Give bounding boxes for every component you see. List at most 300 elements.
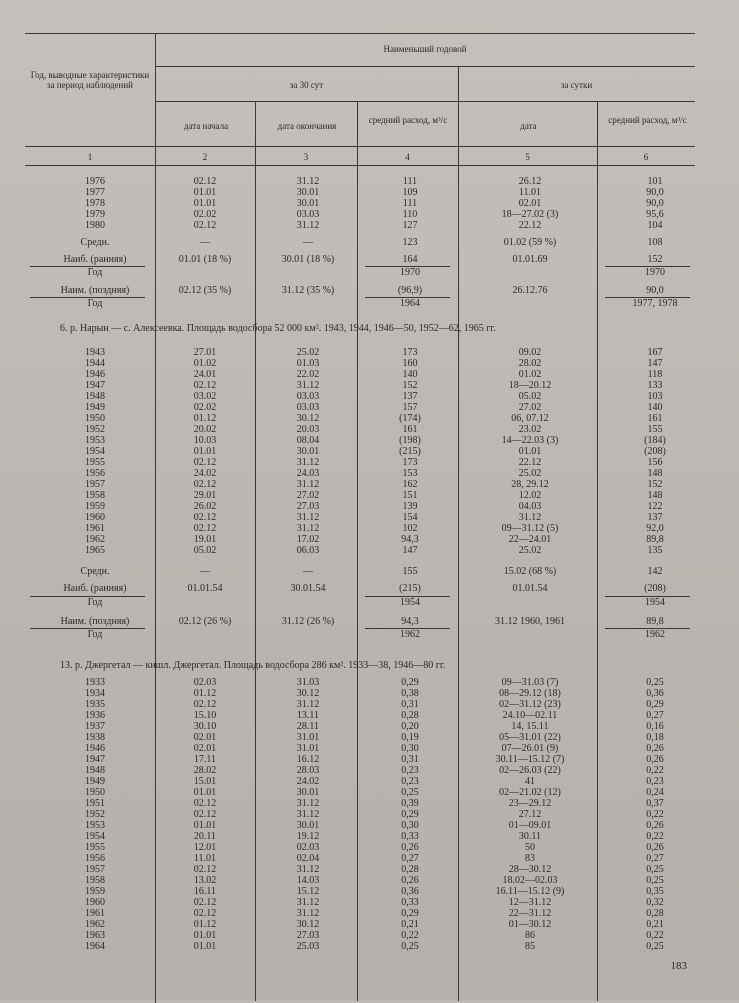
cell-col1: Наиб. (ранняя) <box>63 583 127 594</box>
cell-col4: 173 <box>402 347 418 358</box>
header-date: дата <box>520 121 537 131</box>
cell-col4: 0,27 <box>401 853 419 864</box>
cell-col5: 05—31.01 (22) <box>499 732 561 743</box>
cell-col5: 05.02 <box>518 391 542 402</box>
cell-col6: 0,18 <box>646 732 664 743</box>
cell-col4: 0,25 <box>401 787 419 798</box>
cell-col2: 02.12 <box>193 897 217 908</box>
cell-col5: 28—30.12 <box>508 864 552 875</box>
cell-col6: 148 <box>647 490 663 501</box>
cell-col1: 1962 <box>85 534 105 545</box>
page-number: 183 <box>670 960 687 972</box>
cell-col6: 1954 <box>645 597 665 608</box>
cell-col3: 17.02 <box>296 534 320 545</box>
cell-col2: 01.12 <box>193 919 217 930</box>
cell-col1: 1956 <box>85 468 105 479</box>
cell-col2: 20.02 <box>193 424 217 435</box>
cell-col4: 0,19 <box>401 732 419 743</box>
cell-col4: (96,9) <box>397 285 423 296</box>
cell-col6: 0,37 <box>646 798 664 809</box>
cell-col1: Наим. (поздняя) <box>60 285 130 296</box>
cell-col3: 08.04 <box>296 435 320 446</box>
cell-col5: 22.12 <box>518 457 542 468</box>
cell-col5: 01—09.01 <box>508 820 552 831</box>
cell-col5: 18—27.02 (3) <box>501 209 559 220</box>
cell-col4: 1954 <box>400 597 420 608</box>
cell-col4: 0,23 <box>401 765 419 776</box>
cell-col2: 02.01 <box>193 732 217 743</box>
cell-col1: 1956 <box>85 853 105 864</box>
cell-col2: 02.12 <box>193 380 217 391</box>
cell-col6: 133 <box>647 380 663 391</box>
cell-col5: 22—24.01 <box>508 534 552 545</box>
col-num-5: 5 <box>525 152 530 162</box>
cell-col6: 1970 <box>645 267 665 278</box>
cell-col2: 03.02 <box>193 391 217 402</box>
cell-col6: 101 <box>647 176 663 187</box>
cell-col2: 01.01 (18 %) <box>178 254 232 265</box>
cell-col6: 137 <box>647 512 663 523</box>
table-row <box>0 941 739 953</box>
cell-col2: 10.03 <box>193 435 217 446</box>
cell-col4: 152 <box>402 380 418 391</box>
cell-col4: 173 <box>402 457 418 468</box>
cell-col3: — <box>303 237 313 248</box>
cell-col5: 41 <box>525 776 535 787</box>
top-rule <box>25 33 695 34</box>
cell-col3: 31.12 <box>296 908 320 919</box>
cell-col2: 01.01 <box>193 187 217 198</box>
cell-col1: 1976 <box>85 176 105 187</box>
cell-col3: 02.03 <box>296 842 320 853</box>
cell-col2: 02.02 <box>193 209 217 220</box>
cell-col1: 1950 <box>85 413 105 424</box>
cell-col5: 24.10—02.11 <box>502 710 558 721</box>
cell-col2: 24.01 <box>193 369 217 380</box>
cell-col6: 148 <box>647 468 663 479</box>
cell-col3: 30.01 <box>296 787 320 798</box>
cell-col3: 19.12 <box>296 831 320 842</box>
col-num-2: 2 <box>202 152 208 162</box>
cell-col6: 0,35 <box>646 886 664 897</box>
cell-col2: 01.01 <box>193 941 217 952</box>
cell-col6: 147 <box>647 358 663 369</box>
cell-col2: 02.12 <box>193 512 217 523</box>
cell-col1: 1934 <box>85 688 105 699</box>
cell-col1: 1958 <box>85 875 105 886</box>
cell-col4: 0,36 <box>401 886 419 897</box>
cell-col4: 0,29 <box>401 677 419 688</box>
cell-col4: 1964 <box>400 298 420 309</box>
header-group1: за 30 сут <box>289 80 324 90</box>
cell-col3: 31.12 <box>296 220 320 231</box>
cell-col5: 18—20.12 <box>508 380 552 391</box>
cell-col2: 05.02 <box>193 545 217 556</box>
cell-col4: 0,26 <box>401 875 419 886</box>
cell-col4: 160 <box>402 358 418 369</box>
cell-col5: 16.11—15.12 (9) <box>495 886 565 897</box>
cell-col4: 0,30 <box>401 820 419 831</box>
cell-col2: 02.12 (35 %) <box>178 285 232 296</box>
cell-col4: 1962 <box>400 629 420 640</box>
cell-col5: 27.12 <box>518 809 542 820</box>
cell-col6: 0,27 <box>646 710 664 721</box>
cell-col6: 0,32 <box>646 897 664 908</box>
cell-col3: 22.02 <box>296 369 320 380</box>
cell-col1: 1961 <box>85 908 105 919</box>
cell-col5: 09.02 <box>518 347 542 358</box>
cell-col4: 164 <box>402 254 418 265</box>
cell-col2: 02.02 <box>193 402 217 413</box>
cell-col6: 0,22 <box>646 809 664 820</box>
cell-col3: 30.12 <box>296 688 320 699</box>
header-rule-1 <box>155 66 695 67</box>
cell-col2: 13.02 <box>193 875 217 886</box>
cell-col3: 28.11 <box>296 721 320 732</box>
cell-col3: 20.03 <box>296 424 320 435</box>
cell-col1: 1943 <box>85 347 105 358</box>
cell-col2: 02.12 <box>193 908 217 919</box>
cell-col3: 27.03 <box>296 501 320 512</box>
cell-col5: 23—29.12 <box>508 798 552 809</box>
cell-col2: 02.12 <box>193 457 217 468</box>
cell-col2: 01.01 <box>193 198 217 209</box>
cell-col4: 161 <box>402 424 418 435</box>
cell-col5: 50 <box>525 842 535 853</box>
block2-title: 6. р. Нарын — с. Алексеевка. Площадь водосбора 52 000 км². 1943, 1944, 1946—50, 1952—62, 1965 гг. <box>60 323 496 334</box>
cell-col3: 24.03 <box>296 468 320 479</box>
summary-row-min-year <box>0 298 739 310</box>
cell-col6: 92,0 <box>646 523 664 534</box>
cell-col5: 26.12.76 <box>512 285 548 296</box>
cell-col1: Средн. <box>80 566 110 577</box>
cell-col6: 0,25 <box>646 941 664 952</box>
header-end: дата окончания <box>277 121 337 131</box>
cell-col4: (174) <box>399 413 421 424</box>
cell-col4: 0,20 <box>401 721 419 732</box>
cell-col2: — <box>200 566 210 577</box>
cell-col2: 15.10 <box>193 710 217 721</box>
cell-col3: 03.03 <box>296 402 320 413</box>
cell-col5: 23.02 <box>518 424 542 435</box>
cell-col3: 31.12 <box>296 699 320 710</box>
cell-col4: 0,25 <box>401 941 419 952</box>
cell-col2: 11.01 <box>193 853 217 864</box>
summary-row-max-year <box>0 267 739 279</box>
cell-col2: 01.01 <box>193 820 217 831</box>
cell-col1: 1977 <box>85 187 105 198</box>
cell-col6: 155 <box>647 424 663 435</box>
cell-col4: 94,3 <box>401 534 419 545</box>
cell-col5: 25.02 <box>518 468 542 479</box>
cell-col5: 28.02 <box>518 358 542 369</box>
cell-col5: 83 <box>525 853 535 864</box>
cell-col2: 01.12 <box>193 413 217 424</box>
cell-col4: 94,3 <box>401 616 419 627</box>
cell-col1: 1955 <box>85 842 105 853</box>
cell-col4: 127 <box>402 220 418 231</box>
cell-col5: 14—22.03 (3) <box>501 435 559 446</box>
cell-col5: 31.12 <box>518 512 542 523</box>
cell-col6: 0,22 <box>646 831 664 842</box>
cell-col1: 1946 <box>85 369 105 380</box>
cell-col2: 02.12 <box>193 220 217 231</box>
cell-col1: 1935 <box>85 699 105 710</box>
cell-col1: Наиб. (ранняя) <box>63 254 127 265</box>
cell-col4: 155 <box>402 566 418 577</box>
cell-col6: 140 <box>647 402 663 413</box>
cell-col1: Год <box>87 298 103 309</box>
table-row <box>0 545 739 557</box>
cell-col1: 1938 <box>85 732 105 743</box>
cell-col3: 27.02 <box>296 490 320 501</box>
cell-col3: 31.01 <box>296 743 320 754</box>
cell-col2: 28.02 <box>193 765 217 776</box>
cell-col6: (184) <box>644 435 666 446</box>
cell-col5: 12.02 <box>518 490 542 501</box>
cell-col1: 1960 <box>85 512 105 523</box>
cell-col1: 1962 <box>85 919 105 930</box>
cell-col2: 02.12 <box>193 479 217 490</box>
cell-col5: 18.02—02.03 <box>502 875 558 886</box>
col-num-4: 4 <box>405 152 410 162</box>
cell-col1: Наим. (поздняя) <box>60 616 130 627</box>
cell-col5: 26.12 <box>518 176 542 187</box>
cell-col4: (215) <box>399 446 421 457</box>
cell-col6: (208) <box>644 583 666 594</box>
cell-col2: 24.02 <box>193 468 217 479</box>
header-rule-2 <box>155 101 695 102</box>
cell-col5: 14, 15.11 <box>511 721 549 732</box>
cell-col1: 1954 <box>85 446 105 457</box>
cell-col5: 22.12 <box>518 220 542 231</box>
cell-col4: (215) <box>399 583 421 594</box>
cell-col6: 161 <box>647 413 663 424</box>
header-col0: Год, выводные характеристики за период наблюдений <box>30 70 150 90</box>
cell-col1: 1965 <box>85 545 105 556</box>
cell-col4: 139 <box>402 501 418 512</box>
cell-col2: 02.12 (26 %) <box>178 616 232 627</box>
cell-col5: 15.02 (68 %) <box>503 566 557 577</box>
cell-col4: (198) <box>399 435 421 446</box>
cell-col4: 0,22 <box>401 930 419 941</box>
header-start: дата начала <box>183 121 229 131</box>
cell-col4: 109 <box>402 187 418 198</box>
cell-col4: 0,23 <box>401 776 419 787</box>
cell-col3: 30.01 <box>296 198 320 209</box>
cell-col6: 90,0 <box>646 285 664 296</box>
cell-col1: 1979 <box>85 209 105 220</box>
cell-col1: 1947 <box>85 380 105 391</box>
cell-col3: 31.12 <box>296 897 320 908</box>
cell-col3: 28.03 <box>296 765 320 776</box>
cell-col2: 01.01 <box>193 446 217 457</box>
cell-col3: 16.12 <box>296 754 320 765</box>
cell-col4: 0,39 <box>401 798 419 809</box>
cell-col2: — <box>200 237 210 248</box>
cell-col1: 1953 <box>85 435 105 446</box>
cell-col5: 01—30.12 <box>508 919 552 930</box>
cell-col4: 0,21 <box>401 919 419 930</box>
cell-col5: 09—31.12 (5) <box>501 523 559 534</box>
cell-col1: Год <box>87 629 103 640</box>
cell-col5: 08—29.12 (18) <box>499 688 561 699</box>
cell-col2: 01.02 <box>193 358 217 369</box>
cell-col2: 02.01 <box>193 743 217 754</box>
cell-col3: 31.12 <box>296 457 320 468</box>
cell-col1: 1949 <box>85 776 105 787</box>
cell-col6: 89,8 <box>646 534 664 545</box>
cell-col5: 01.02 (59 %) <box>503 237 557 248</box>
cell-col6: 89,8 <box>646 616 664 627</box>
cell-col6: 0,26 <box>646 743 664 754</box>
cell-col2: 12.01 <box>193 842 217 853</box>
cell-col1: Год <box>87 267 103 278</box>
cell-col1: 1955 <box>85 457 105 468</box>
cell-col4: 102 <box>402 523 418 534</box>
cell-col6: 0,28 <box>646 908 664 919</box>
cell-col5: 02.01 <box>518 198 542 209</box>
cell-col5: 02—31.12 (23) <box>499 699 561 710</box>
cell-col5: 09—31.03 (7) <box>501 677 559 688</box>
cell-col4: 0,28 <box>401 864 419 875</box>
cell-col4: 0,33 <box>401 897 419 908</box>
cell-col6: 95,6 <box>646 209 664 220</box>
cell-col2: 01.01.54 <box>187 583 223 594</box>
cell-col3: 31.12 <box>296 864 320 875</box>
block3-title: 13. р. Джергетал — кишл. Джергетал. Площадь водосбора 286 км². 1933—38, 1946—80 гг. <box>60 660 446 671</box>
cell-col4: 0,31 <box>401 754 419 765</box>
cell-col6: 0,16 <box>646 721 664 732</box>
cell-col5: 07—26.01 (9) <box>501 743 559 754</box>
col-num-6: 6 <box>643 152 649 162</box>
cell-col1: 1980 <box>85 220 105 231</box>
cell-col3: 24.02 <box>296 776 320 787</box>
summary-row-max-year <box>0 597 739 609</box>
cell-col4: 0,31 <box>401 699 419 710</box>
cell-col6: 0,29 <box>646 699 664 710</box>
cell-col5: 30.11 <box>518 831 542 842</box>
cell-col1: 1949 <box>85 402 105 413</box>
summary-row-min-year <box>0 629 739 641</box>
cell-col4: 153 <box>402 468 418 479</box>
cell-col1: Год <box>87 597 103 608</box>
cell-col3: 31.12 <box>296 479 320 490</box>
cell-col5: 31.12 1960, 1961 <box>495 616 565 627</box>
cell-col4: 0,29 <box>401 908 419 919</box>
cell-col3: 30.01 <box>296 446 320 457</box>
cell-col1: 1937 <box>85 721 105 732</box>
cell-col6: 90,0 <box>646 187 664 198</box>
header-main: Наименьший годовой <box>383 44 467 54</box>
cell-col3: 03.03 <box>296 391 320 402</box>
cell-col3: 30.01 (18 %) <box>281 254 335 265</box>
cell-col4: 0,28 <box>401 710 419 721</box>
cell-col5: 22—31.12 <box>508 908 552 919</box>
cell-col3: 15.12 <box>296 886 320 897</box>
cell-col5: 02—26.03 (22) <box>499 765 561 776</box>
cell-col1: 1957 <box>85 864 105 875</box>
header-flow30: средний расход, м³/с <box>368 115 448 125</box>
cell-col1: 1946 <box>85 743 105 754</box>
cell-col2: 29.01 <box>193 490 217 501</box>
cell-col5: 01.01 <box>518 446 542 457</box>
cell-col3: 31.12 (35 %) <box>281 285 335 296</box>
cell-col4: 154 <box>402 512 418 523</box>
header-group2: за сутки <box>560 80 593 90</box>
cell-col1: 1953 <box>85 820 105 831</box>
summary-row-max <box>0 583 739 595</box>
cell-col3: 01.03 <box>296 358 320 369</box>
cell-col5: 86 <box>525 930 535 941</box>
cell-col3: 30.01 <box>296 820 320 831</box>
cell-col6: 90,0 <box>646 198 664 209</box>
cell-col6: 167 <box>647 347 663 358</box>
cell-col1: 1936 <box>85 710 105 721</box>
cell-col2: 02.12 <box>193 176 217 187</box>
cell-col1: 1951 <box>85 798 105 809</box>
cell-col3: 02.04 <box>296 853 320 864</box>
cell-col4: 147 <box>402 545 418 556</box>
cell-col1: 1952 <box>85 809 105 820</box>
cell-col4: 0,38 <box>401 688 419 699</box>
cell-col2: 02.12 <box>193 798 217 809</box>
cell-col6: 0,22 <box>646 765 664 776</box>
cell-col4: 137 <box>402 391 418 402</box>
cell-col6: (208) <box>644 446 666 457</box>
cell-col6: 108 <box>647 237 663 248</box>
cell-col6: 0,36 <box>646 688 664 699</box>
cell-col2: 20.11 <box>193 831 217 842</box>
cell-col3: 14.03 <box>296 875 320 886</box>
table-row <box>0 220 739 232</box>
cell-col5: 11.01 <box>518 187 542 198</box>
cell-col4: 0,30 <box>401 743 419 754</box>
cell-col1: 1944 <box>85 358 105 369</box>
header-flow1: средний расход, м³/с <box>608 115 687 125</box>
summary-row-avg <box>0 566 739 578</box>
cell-col4: 111 <box>402 176 418 187</box>
cell-col1: 1947 <box>85 754 105 765</box>
col-num-1: 1 <box>87 152 93 162</box>
cell-col3: — <box>303 566 313 577</box>
cell-col3: 31.12 <box>296 512 320 523</box>
cell-col2: 27.01 <box>193 347 217 358</box>
cell-col3: 25.02 <box>296 347 320 358</box>
cell-col5: 04.03 <box>518 501 542 512</box>
cell-col3: 30.01.54 <box>290 583 326 594</box>
cell-col5: 28, 29.12 <box>511 479 549 490</box>
cell-col1: 1959 <box>85 886 105 897</box>
cell-col6: 0,22 <box>646 930 664 941</box>
cell-col1: 1954 <box>85 831 105 842</box>
cell-col3: 03.03 <box>296 209 320 220</box>
cell-col4: 1970 <box>400 267 420 278</box>
cell-col4: 0,26 <box>401 842 419 853</box>
cell-col2: 02.03 <box>193 677 217 688</box>
cell-col5: 02—21.02 (12) <box>499 787 561 798</box>
cell-col4: 162 <box>402 479 418 490</box>
cell-col4: 123 <box>402 237 418 248</box>
cell-col1: 1959 <box>85 501 105 512</box>
cell-col2: 02.12 <box>193 864 217 875</box>
cell-col4: 0,33 <box>401 831 419 842</box>
cell-col3: 31.12 <box>296 809 320 820</box>
cell-col6: 0,25 <box>646 875 664 886</box>
cell-col5: 01.02 <box>518 369 542 380</box>
cell-col2: 16.11 <box>193 886 217 897</box>
cell-col2: 26.02 <box>193 501 217 512</box>
